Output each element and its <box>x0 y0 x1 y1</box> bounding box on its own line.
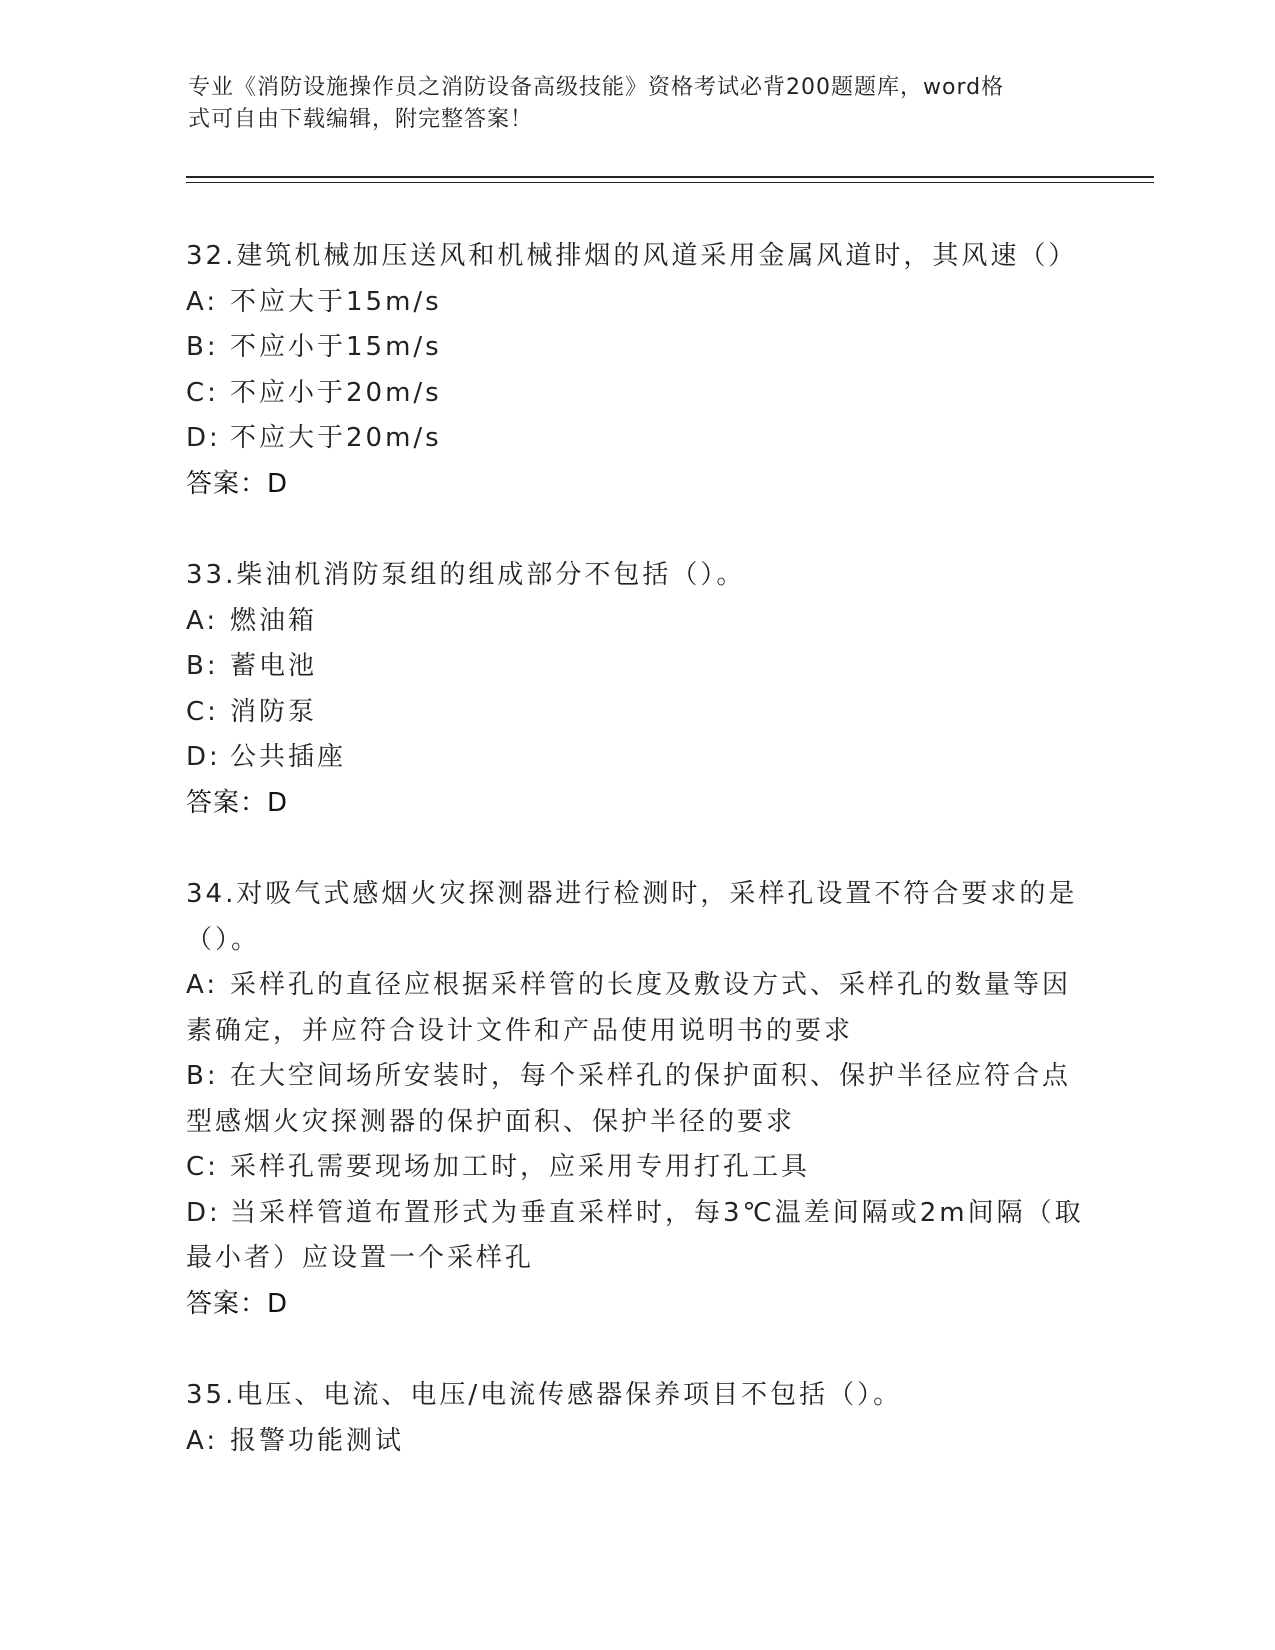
option-text: 在大空间场所安装时，每个采样孔的保护面积、保护半径应符合点 <box>230 1061 1072 1091</box>
option-text: 不应大于15m/s <box>230 286 442 317</box>
option-letter: C: <box>186 696 219 727</box>
question-text: 35.电压、电流、电压/电流传感器保养项目不包括（）。 <box>186 1380 903 1410</box>
option-text: 当采样管道布置形式为垂直采样时，每3℃温差间隔或2m间隔（取 <box>230 1197 1084 1228</box>
header-line-2: 式可自由下载编辑，附完整答案！ <box>188 107 534 132</box>
question-text: 32.建筑机械加压送风和机械排烟的风道采用金属风道时，其风速（） <box>186 241 1078 271</box>
option-d <box>186 416 1086 462</box>
option-letter: A: <box>186 286 219 317</box>
document-header <box>188 72 1068 136</box>
answer: 答案：D <box>186 468 289 499</box>
question-list <box>186 234 1086 1510</box>
header-line-1: 专业《消防设施操作员之消防设备高级技能》资格考试必背200题题库，word格 <box>188 75 1005 100</box>
question-text: 33.柴油机消防泵组的组成部分不包括（）。 <box>186 560 746 590</box>
option-d <box>186 1191 1086 1237</box>
question-33 <box>186 553 1086 826</box>
option-b-cont: 型感烟火灾探测器的保护面积、保护半径的要求 <box>186 1106 796 1137</box>
option-text: 报警功能测试 <box>230 1425 405 1456</box>
option-b <box>186 325 1086 371</box>
question-35 <box>186 1373 1086 1464</box>
option-letter: B: <box>186 651 219 681</box>
question-34 <box>186 872 1086 1327</box>
option-d <box>186 735 1086 781</box>
option-letter: A: <box>186 970 219 1000</box>
question-text-cont: （）。 <box>186 924 261 955</box>
option-d-cont: 最小者）应设置一个采样孔 <box>186 1243 535 1273</box>
option-a <box>186 963 1086 1009</box>
option-letter: A: <box>186 1425 219 1456</box>
header-divider-thin <box>186 182 1154 183</box>
option-text: 消防泵 <box>230 696 318 727</box>
option-b <box>186 644 1086 690</box>
option-text: 采样孔的直径应根据采样管的长度及敷设方式、采样孔的数量等因 <box>230 970 1072 1000</box>
option-text: 采样孔需要现场加工时，应采用专用打孔工具 <box>230 1152 811 1182</box>
answer: 答案：D <box>186 787 289 818</box>
option-letter: C: <box>186 1152 219 1182</box>
option-letter: D: <box>186 1197 221 1228</box>
option-text: 不应大于20m/s <box>230 423 442 453</box>
option-a-cont: 素确定，并应符合设计文件和产品使用说明书的要求 <box>186 1015 854 1046</box>
question-text: 34.对吸气式感烟火灾探测器进行检测时，采样孔设置不符合要求的是 <box>186 879 1078 909</box>
option-a <box>186 599 1086 645</box>
question-32 <box>186 234 1086 507</box>
option-letter: A: <box>186 605 219 636</box>
option-text: 不应小于20m/s <box>230 377 442 408</box>
option-text: 蓄电池 <box>230 651 318 681</box>
option-b <box>186 1054 1086 1100</box>
option-c <box>186 371 1086 417</box>
option-a <box>186 1419 1086 1465</box>
option-text: 燃油箱 <box>230 605 318 636</box>
header-divider <box>186 176 1154 178</box>
option-c <box>186 690 1086 736</box>
option-letter: D: <box>186 742 221 772</box>
option-a <box>186 280 1086 326</box>
option-text: 不应小于15m/s <box>230 332 442 362</box>
option-letter: D: <box>186 423 221 453</box>
option-letter: B: <box>186 332 219 362</box>
option-text: 公共插座 <box>230 742 347 772</box>
answer: 答案：D <box>186 1288 289 1319</box>
option-letter: B: <box>186 1061 219 1091</box>
option-letter: C: <box>186 377 219 408</box>
option-c <box>186 1145 1086 1191</box>
